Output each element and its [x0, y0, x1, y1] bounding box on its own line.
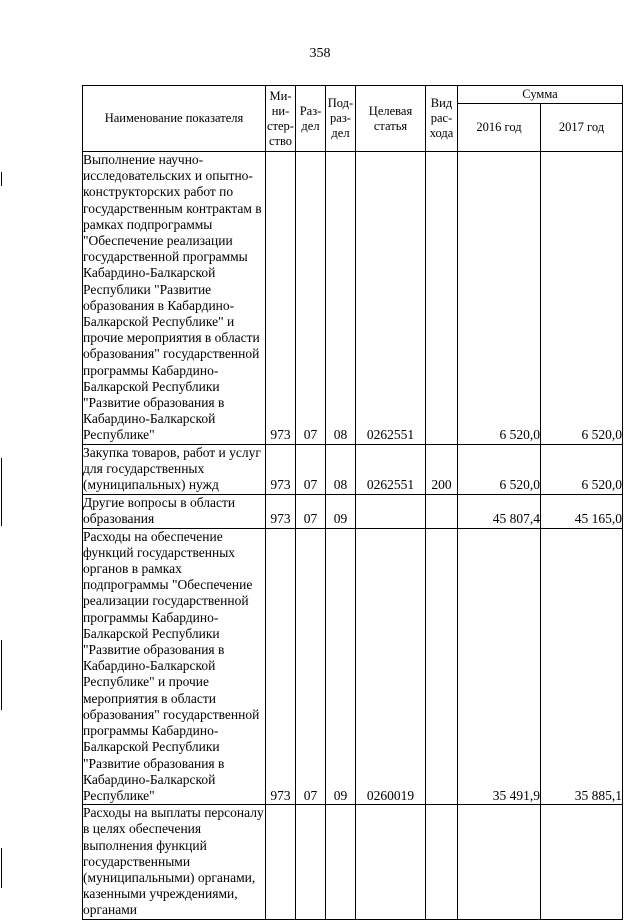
header-name: Наименование показателя — [83, 86, 266, 152]
row-name: Закупка товаров, работ и услуг для государственных (муниципальных) нужд — [83, 444, 266, 494]
row-ministry: 973 — [266, 528, 296, 804]
row-sum-2016: 35 491,9 — [458, 528, 541, 804]
row-section — [296, 805, 326, 919]
row-subsection: 08 — [326, 152, 356, 445]
row-target-article — [356, 494, 426, 528]
header-expense-type: Вид рас-хода — [426, 86, 458, 152]
row-ministry: 973 — [266, 444, 296, 494]
row-sum-2016: 45 807,4 — [458, 494, 541, 528]
row-section: 07 — [296, 528, 326, 804]
row-target-article: 0262551 — [356, 152, 426, 445]
row-sum-2017: 45 165,0 — [541, 494, 623, 528]
row-sum-2017: 35 885,1 — [541, 528, 623, 804]
row-ministry: 973 — [266, 152, 296, 445]
header-year-2017: 2017 год — [541, 104, 623, 152]
table-row — [83, 805, 623, 919]
row-name: Расходы на выплаты персоналу в целях обеспечения выполнения функций государственными (муниципальными) органами, казенными учреждениями, органами — [83, 805, 264, 918]
table-row — [83, 152, 623, 445]
table-row — [83, 444, 623, 494]
row-expense-type — [426, 528, 458, 804]
row-sum-2017: 6 520,0 — [541, 444, 623, 494]
row-expense-type — [426, 805, 458, 919]
row-name: Расходы на обеспечение функций государственных органов в рамках подпрограммы "Обеспечение реализации государственной программы Кабардино-Балкарской Республики "Развитие образования в Кабардино-Балкарской Республике" и прочие мероприятия в области образования" государственной программы Кабардино-Балкарской Республики "Развитие образования в Кабардино-Балкарской Республике" — [83, 528, 266, 804]
row-name: Другие вопросы в области образования — [83, 494, 266, 528]
row-ministry — [266, 805, 296, 919]
header-target-article: Целевая статья — [356, 86, 426, 152]
row-sum-2016: 6 520,0 — [458, 444, 541, 494]
row-subsection: 08 — [326, 444, 356, 494]
row-section: 07 — [296, 152, 326, 445]
row-subsection: 09 — [326, 494, 356, 528]
budget-table — [82, 85, 623, 920]
row-sum-2017 — [541, 805, 623, 919]
row-expense-type: 200 — [426, 444, 458, 494]
table-row — [83, 528, 623, 804]
row-expense-type — [426, 152, 458, 445]
row-section: 07 — [296, 444, 326, 494]
margin-mark — [1, 640, 2, 710]
header-subsection: Под-раз-дел — [326, 86, 356, 152]
margin-mark — [1, 172, 2, 186]
margin-mark — [1, 848, 2, 888]
header-sum: Сумма — [458, 86, 623, 104]
row-sum-2016: 6 520,0 — [458, 152, 541, 445]
row-sum-2016 — [458, 805, 541, 919]
page-number: 358 — [309, 46, 331, 61]
header-year-2016: 2016 год — [458, 104, 541, 152]
header-row — [83, 86, 623, 104]
row-sum-2017: 6 520,0 — [541, 152, 623, 445]
row-section: 07 — [296, 494, 326, 528]
row-target-article — [356, 805, 426, 919]
margin-mark — [1, 458, 2, 526]
row-ministry: 973 — [266, 494, 296, 528]
row-subsection — [326, 805, 356, 919]
row-expense-type — [426, 494, 458, 528]
row-target-article: 0262551 — [356, 444, 426, 494]
table-row — [83, 494, 623, 528]
row-subsection: 09 — [326, 528, 356, 804]
header-section: Раз-дел — [296, 86, 326, 152]
row-target-article: 0260019 — [356, 528, 426, 804]
row-name: Выполнение научно-исследовательских и опытно-конструкторских работ по государственным контрактам в рамках подпрограммы "Обеспечение реализации государственной программы Кабардино-Балкарской Республики "Развитие образования в Кабардино-Балкарской Республике" и прочие мероприятия в области образования" государственной программы Кабардино-Балкарской Республики "Развитие образования в Кабардино-Балкарской Республике" — [83, 152, 266, 445]
header-ministry: Ми-ни-стер-ство — [266, 86, 296, 152]
